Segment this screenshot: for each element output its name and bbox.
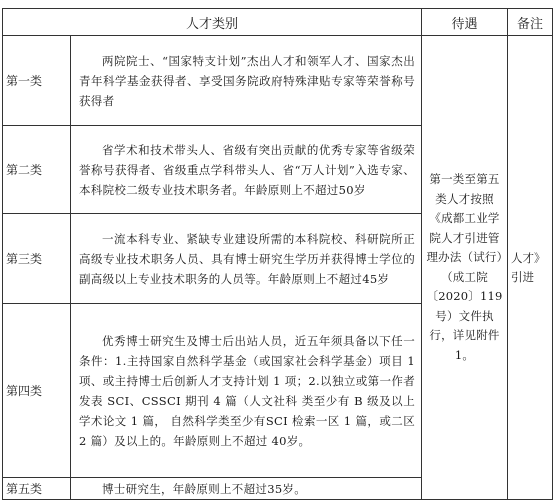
remarks-cell: 人才》引进 — [508, 36, 553, 500]
row-label: 第五类 — [3, 478, 71, 500]
table-row — [3, 36, 553, 126]
row-label: 第一类 — [3, 36, 71, 126]
row-label: 第二类 — [3, 126, 71, 214]
row-description — [71, 126, 422, 214]
header-category: 人才类别 — [3, 9, 422, 36]
row-description — [71, 478, 422, 500]
table-header-row — [3, 9, 553, 36]
header-remarks: 备注 — [508, 9, 553, 36]
row-description — [71, 214, 422, 304]
row-description-text: 优秀博士研究生及博士后出站人员，近五年须具备以下任一条件：1.主持国家自然科学基金（或国家社会科学基金）项目 1 项、或主持博士后创新人才支持计划 1 项；2.以独立或第一作者发表 SCI、CSSCI 期刊 4 篇（人文社科 类至少有 B 级及以上学术论文 1 篇， 自然科学类至少有SCI 检索一区 1 篇，或二区 2 篇）及以上的。年龄原则上不超过 40岁。 — [79, 333, 416, 448]
row-label: 第三类 — [3, 214, 71, 304]
cropped-text-strip — [0, 0, 554, 8]
row-description — [71, 36, 422, 126]
treatment-cell: 第一类至第五类人才按照《成都工业学院人才引进管理办法（试行）（成工院〔2020〕119号）文件执行，详见附件 1。 — [422, 36, 508, 500]
header-treatment: 待遇 — [422, 9, 508, 36]
row-description-text: 两院院士、“国家特支计划”杰出人才和领军人才、国家杰出青年科学基金获得者、享受国务院政府特殊津贴专家等荣誉称号获得者 — [79, 53, 416, 108]
row-description-text: 一流本科专业、紧缺专业建设所需的本科院校、科研院所正高级专业技术职务人员、具有博士研究生学历并获得博士学位的副高级以上专业技术职务的人员等。年龄原则上不超过45岁 — [79, 231, 416, 286]
row-description-text: 省学术和技术带头人、省级有突出贡献的优秀专家等省级荣誉称号获得者、省级重点学科带头人、省“万人计划”入选专家、本科院校二级专业技术职务者。年龄原则上不超过50岁 — [79, 142, 416, 197]
row-description-text: 博士研究生，年龄原则上不超过35岁。 — [102, 481, 307, 496]
row-label: 第四类 — [3, 304, 71, 478]
row-description — [71, 304, 422, 478]
talent-category-table — [2, 8, 553, 500]
